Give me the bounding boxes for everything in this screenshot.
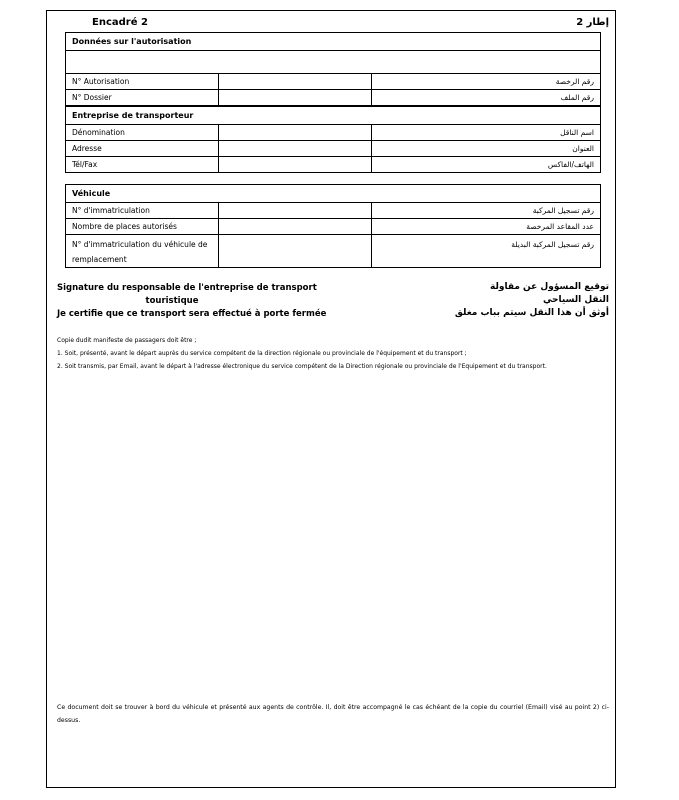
row-label-ar: اسم الناقل <box>560 128 594 137</box>
row-label-fr: Tél/Fax <box>66 157 219 173</box>
signature-ar-line3: أوثق أن هذا النقل سيتم بباب مغلق <box>454 308 609 318</box>
row-label-fr: Dénomination <box>66 125 219 141</box>
row-label-fr: Nombre de places autorisés <box>66 219 219 235</box>
table-row <box>66 74 600 90</box>
footer-note: Ce document doit se trouver à bord du véhicule et présenté aux agents de contrôle. Il, doit être accompagné le cas échéant de la copie du courriel (Email) visé au point 2) ci-dessus. <box>57 704 609 724</box>
table-row <box>66 219 600 235</box>
signature-ar <box>455 281 609 320</box>
vehicle-title: Véhicule <box>66 185 600 203</box>
row-label-ar: عدد المقاعد المرخصة <box>372 219 601 235</box>
transporter-section <box>65 106 601 173</box>
registration-number-field[interactable] <box>219 203 372 219</box>
table-row <box>66 157 600 173</box>
table-row <box>66 125 600 141</box>
header-right: إطار 2 <box>576 17 609 28</box>
signature-fr-line1: Signature du responsable de l'entreprise de transport <box>57 283 317 293</box>
copy-item-1: 1. Soit, présenté, avant le départ auprès du service compétent de la direction régionale ou provinciale de l'équipement et du transport ; <box>57 350 467 357</box>
authorized-seats-field[interactable] <box>219 219 372 235</box>
row-label-ar: رقم الرخصة <box>555 77 594 86</box>
header-left: Encadré 2 <box>92 17 148 28</box>
row-label-fr: N° Dossier <box>66 90 219 106</box>
row-label-fr: N° d'immatriculation du véhicule de remplacement <box>66 235 219 268</box>
copy-intro: Copie dudit manifeste de passagers doit être ; <box>57 337 197 344</box>
vehicle-section <box>65 184 601 268</box>
signature-fr-line3: Je certifie que ce transport sera effectué à porte fermée <box>57 309 327 319</box>
row-label-ar: الهاتف/الفاكس <box>372 157 601 173</box>
signature-fr <box>57 282 326 321</box>
row-label-fr: N° Autorisation <box>66 74 219 90</box>
signature-ar-line1: توقيع المسؤول عن مقاولة <box>490 282 609 292</box>
replacement-registration-field[interactable] <box>219 235 372 268</box>
row-label-fr: Adresse <box>66 141 219 157</box>
file-number-field[interactable] <box>219 90 372 106</box>
address-field[interactable] <box>219 141 372 157</box>
signature-ar-line2: النقل السياحي <box>542 295 609 305</box>
company-name-field[interactable] <box>219 125 372 141</box>
table-row <box>66 90 600 106</box>
authorization-number-field[interactable] <box>219 74 372 90</box>
phone-fax-field[interactable] <box>219 157 372 173</box>
row-label-fr: N° d'immatriculation <box>66 203 219 219</box>
row-label-ar: رقم الملف <box>372 90 601 106</box>
authorization-section <box>65 32 601 106</box>
row-label-ar: رقم تسجيل المركبة <box>532 206 594 215</box>
transporter-title: Entreprise de transporteur <box>66 107 600 125</box>
table-row <box>66 141 600 157</box>
copy-item-2: 2. Soit transmis, par Email, avant le départ à l'adresse électronique du service compétent de la Direction régionale ou provinciale de l'Equipement et du transport. <box>57 363 547 370</box>
signature-fr-line2: touristique <box>145 296 199 306</box>
authorization-title: Données sur l'autorisation <box>66 33 600 51</box>
copy-instructions <box>57 334 617 373</box>
row-label-ar: رقم تسجيل المركبة البديلة <box>372 235 601 268</box>
table-row <box>66 235 600 268</box>
table-row <box>66 203 600 219</box>
row-label-ar: العنوان <box>372 141 601 157</box>
